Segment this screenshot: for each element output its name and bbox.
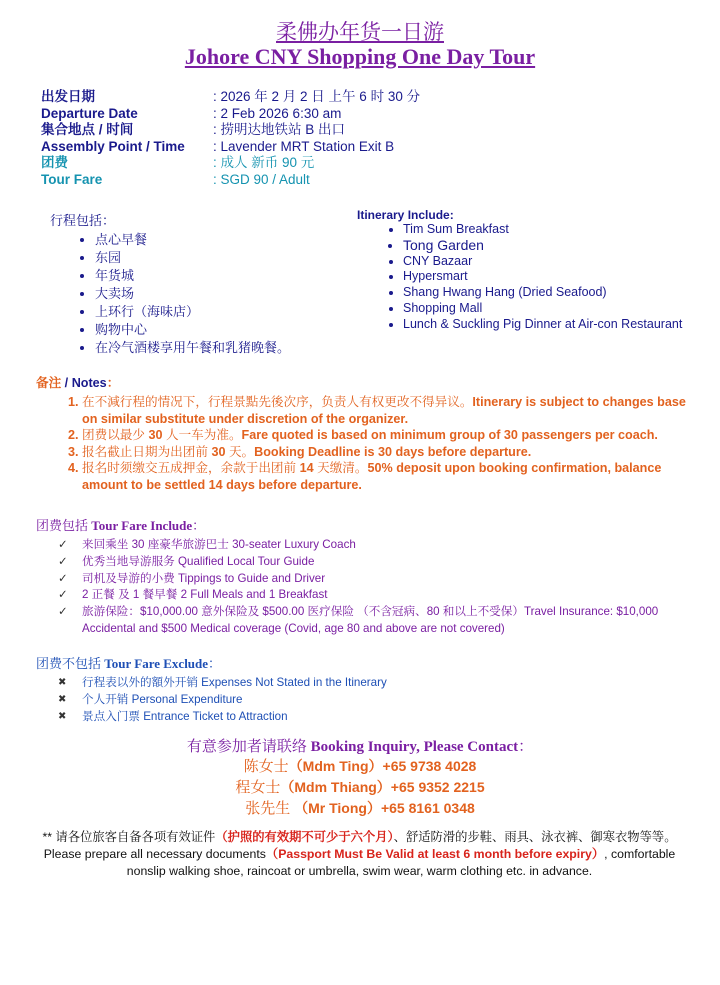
checkmark-icon: ✓ <box>58 605 68 619</box>
contact-person <box>0 798 720 819</box>
list-item: • 购物中心 <box>95 321 350 339</box>
list-item <box>58 537 696 554</box>
include-text: 来回乘坐 30 座豪华旅游巴士 30-seater Luxury Coach <box>82 538 356 551</box>
include-heading-colon: ： <box>192 518 206 533</box>
list-item: • CNY Bazaar <box>403 254 687 270</box>
info-value: : SGD 90 / Adult <box>213 171 310 187</box>
itinerary-cn-heading: 行程包括： <box>50 213 116 228</box>
list-item: • 年货城 <box>95 267 350 285</box>
exclude-text: 景点入门票 Entrance Ticket to Attraction <box>82 709 288 723</box>
note-cn: 天缴清。 <box>313 461 368 475</box>
info-label: 出发日期 <box>41 89 95 104</box>
exclude-text: 行程表以外的額外开销 Expenses Not Stated in the Itinerary <box>82 676 387 689</box>
note-en: 50% deposit upon booking confirmation, balance amount to be settled 14 days before departure. <box>82 461 662 492</box>
note-item <box>82 460 696 493</box>
info-row <box>41 106 681 123</box>
list-item: • Tong Garden <box>403 238 687 254</box>
note-item <box>82 394 696 427</box>
fare-include-section <box>36 515 696 638</box>
cross-icon: ✖ <box>58 710 67 722</box>
list-item: • 上环行（海味店） <box>95 303 350 321</box>
info-value: : 成人 新币 90 元 <box>213 155 315 170</box>
notes-heading <box>36 372 696 391</box>
note-en: Booking Deadline is 30 days before departure. <box>254 444 532 459</box>
contact-phone[interactable]: （Mr Tiong）+65 8161 0348 <box>290 800 475 816</box>
notes-heading-slash: / <box>61 376 72 390</box>
contact-phone[interactable]: （Mdm Ting）+65 9738 4028 <box>288 758 477 774</box>
info-value: : Lavender MRT Station Exit B <box>213 138 395 154</box>
notes-heading-colon: ： <box>106 376 120 390</box>
exclude-heading-colon: ： <box>208 656 222 671</box>
title-english: Johore CNY Shopping One Day Tour <box>184 44 536 69</box>
checkmark-icon: ✓ <box>58 554 68 568</box>
contact-name-cn: 张先生 <box>245 799 291 817</box>
info-label: 集合地点 / 时间 <box>41 122 134 137</box>
remark-text: 、舒适防滑的步鞋、雨具、泳衣裤、御寒衣物等等。Please prepare all necessary documents <box>43 830 677 861</box>
note-cn: 人一车为准。 <box>162 428 242 442</box>
note-cn: 报名时须缴交五成押金，余款于出团前 <box>82 461 300 475</box>
note-item <box>82 444 696 461</box>
itinerary-english <box>357 208 687 333</box>
exclude-text: 个人开销 Personal Expenditure <box>82 692 243 706</box>
note-cn: 团费以最少 <box>82 428 149 442</box>
include-text: 旅游保险：$10,000.00 意外保险及 $500.00 医疗保险 （不含冠病、80 和以上不受保）Travel Insurance: $10,000 Accidental and $500 Medical coverage (Covid, age 80 and above are not covered) <box>82 605 659 635</box>
contact-person <box>0 777 720 798</box>
list-item <box>58 587 696 604</box>
list-item <box>58 675 696 692</box>
contact-phone[interactable]: （Mdm Thiang）+65 9352 2215 <box>280 779 485 795</box>
list-item: • 东园 <box>95 249 350 267</box>
note-cn: 在不減行程的情况下，行程景點先後次序，负责人有权更改不得异议。 <box>82 395 473 409</box>
list-item: • 在冷气酒楼享用午餐和乳猪晚餐。 <box>95 339 350 357</box>
include-heading-en: Tour Fare Include <box>91 518 193 533</box>
list-item: • Lunch & Suckling Pig Dinner at Air-con Restaurant <box>403 317 687 333</box>
include-heading <box>36 515 696 534</box>
list-item <box>58 709 696 726</box>
contact-name-cn: 程女士 <box>235 778 281 796</box>
fare-exclude-section <box>36 653 696 725</box>
checkmark-icon: ✓ <box>58 588 68 602</box>
contact-person <box>0 756 720 777</box>
remark-text: ** 请各位旅客自备各项有效证件 <box>42 830 216 844</box>
contact-section <box>0 735 720 819</box>
contact-heading-cn: 有意参加者请联络 <box>186 739 311 755</box>
info-row <box>41 155 681 172</box>
contact-heading-en: Booking Inquiry, Please Contact <box>310 739 519 755</box>
remark-paragraph <box>37 829 682 880</box>
exclude-heading-en: Tour Fare Exclude <box>104 656 209 671</box>
info-row <box>41 172 681 189</box>
exclude-heading <box>36 653 696 672</box>
info-label: 团费 <box>41 155 68 170</box>
list-item <box>58 571 696 588</box>
list-item <box>58 554 696 571</box>
remark-text: , comfortable nonslip walking shoe, raincoat or umbrella, swim wear, warm clothing etc. in advance. <box>126 847 676 878</box>
checkmark-icon: ✓ <box>58 571 68 585</box>
list-item <box>58 692 696 709</box>
note-cn-number: 30 <box>211 444 226 459</box>
note-item <box>82 427 696 444</box>
note-cn-number: 14 <box>299 461 314 475</box>
cross-icon: ✖ <box>58 693 67 705</box>
title-chinese: 柔佛办年货一日游 <box>276 20 444 44</box>
info-value: : 2 Feb 2026 6:30 am <box>213 105 342 121</box>
info-value: : 2026 年 2 月 2 日 上午 6 时 30 分 <box>213 89 421 104</box>
list-item: • Tim Sum Breakfast <box>403 222 687 238</box>
note-cn: 天。 <box>225 444 255 459</box>
checkmark-icon: ✓ <box>58 538 68 551</box>
note-cn: 报名截止日期为出团前 <box>82 444 212 459</box>
itinerary-chinese <box>50 210 350 357</box>
notes-heading-en: Notes <box>71 376 107 390</box>
note-en: Fare quoted is based on minimum group of 30 passengers per coach. <box>241 428 658 442</box>
info-row <box>41 89 681 106</box>
list-item: • Shang Hwang Hang (Dried Seafood) <box>403 285 687 301</box>
remark-highlight: （护照的有效期不可少于六个月） <box>215 830 394 844</box>
contact-name-cn: 陈女士 <box>243 757 289 775</box>
contact-heading <box>0 735 720 756</box>
cross-icon: ✖ <box>58 677 67 688</box>
list-item: • Hypersmart <box>403 269 687 285</box>
itinerary-en-heading: Itinerary Include: <box>357 208 454 222</box>
notes-section <box>36 372 696 493</box>
list-item: • 点心早餐 <box>95 231 350 249</box>
list-item: • 大卖场 <box>95 285 350 303</box>
list-item <box>58 604 696 638</box>
include-text: 优秀当地导游服务 Qualified Local Tour Guide <box>82 554 315 568</box>
note-en: Itinerary is subject to changes base on similar substitute under discretion of the organizer. <box>82 395 686 426</box>
include-text: 2 正餐 及 1 餐早餐 2 Full Meals and 1 Breakfast <box>82 588 328 602</box>
info-row <box>41 139 681 156</box>
exclude-heading-cn: 团费不包括 <box>36 656 105 671</box>
contact-heading-colon: ： <box>518 739 534 755</box>
info-label: Departure Date <box>41 105 138 121</box>
note-cn-number: 30 <box>148 428 163 442</box>
info-row <box>41 122 681 139</box>
info-value: : 捞明达地铁站 B 出口 <box>213 122 346 137</box>
include-text: 司机及导游的小费 Tippings to Guide and Driver <box>82 571 326 585</box>
include-heading-cn: 团费包括 <box>36 518 92 533</box>
list-item: • Shopping Mall <box>403 301 687 317</box>
notes-heading-cn: 备注 <box>36 376 62 390</box>
info-label: Tour Fare <box>41 171 103 187</box>
info-label: Assembly Point / Time <box>41 138 185 154</box>
tour-info-table <box>41 89 681 188</box>
remark-highlight: （Passport Must Be Valid at least 6 month before expiry） <box>265 847 605 861</box>
